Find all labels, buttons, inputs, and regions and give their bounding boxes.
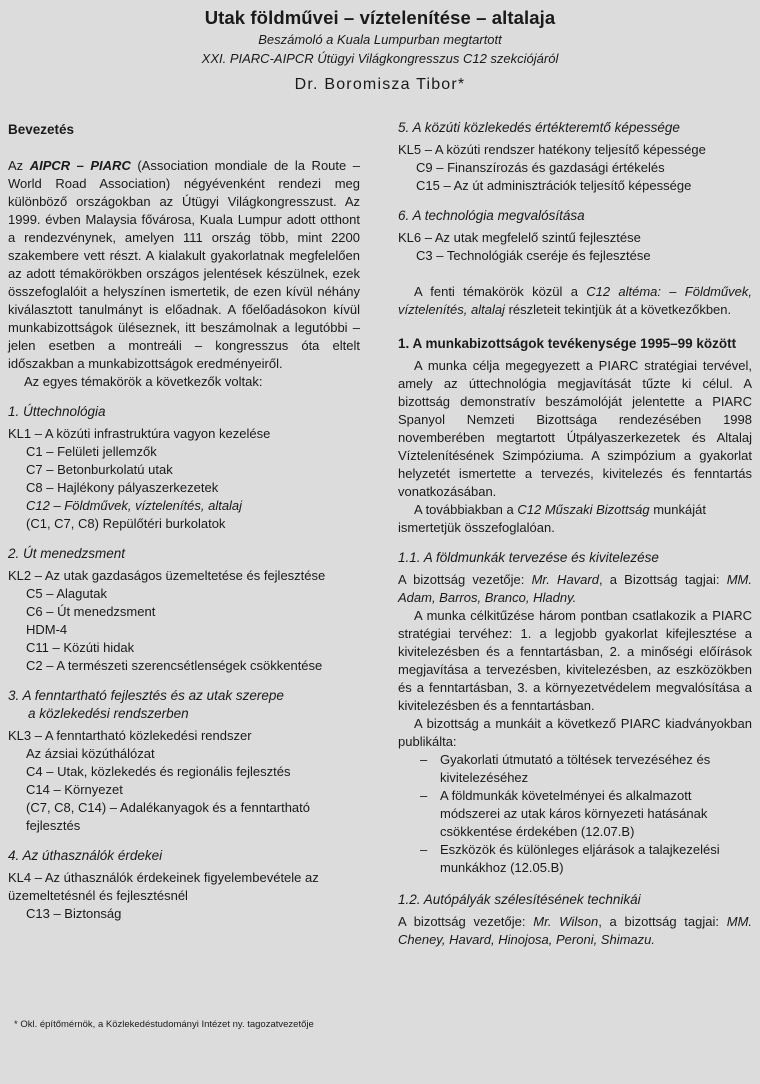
section-2-item: HDM-4: [26, 622, 68, 637]
summary-text-end: részleteit tekintjük át a következőkben.: [504, 302, 732, 317]
publication-list-item: – A földmunkák követelményei és alkalmazott módszerei az utak káros környezeti hatásának csökkentése érdekében (12.07.B): [398, 787, 752, 841]
chapter-1-p2-start: A továbbiakban a: [414, 502, 518, 517]
article-subtitle-line2: XXI. PIARC-AIPCR Útügyi Világkongresszus C12 szekciójáról: [201, 51, 559, 66]
article-title: Utak földművei – víztelenítése – altalaja: [204, 7, 556, 28]
section-2-kl: KL2 – Az utak gazdaságos üzemeltetése és fejlesztése: [8, 568, 326, 583]
members-label: A bizottság vezetője:: [398, 914, 534, 929]
intro-heading: Bevezetés: [8, 122, 75, 137]
section-6-kl: KL6 – Az utak megfelelő szintű fejlesztése: [398, 230, 641, 245]
subsection-1-2-heading: 1.2. Autópályák szélesítésének technikái: [398, 892, 641, 907]
document-header: [0, 6, 760, 96]
section-3-item: C4 – Utak, közlekedés és regionális fejlesztés: [26, 764, 291, 779]
section-2-item: C2 – A természeti szerencsétlenségek csökkentése: [26, 658, 323, 673]
publication-title: Eszközök és különleges eljárások a talajkezelési munkákhoz (12.05.B): [440, 842, 720, 875]
chapter-1-paragraph-1: A munka célja megegyezett a PIARC stratégiai tervével, amely az úttechnológia megjavítását tűzte ki célul. A bizottság demonstratív beszámolóját jelentette a PIARC Spanyol Nemzeti Bizottsága rendezésében 1998 novemberében megtartott Útpályaszerkezetek és Altalaj Víztelenítésének Szimpóziuma. A szimpózium a gyakorlat helyzetét ismertette a tervezés, kivitelezés és fenntartás vonatkozásában.: [398, 358, 752, 499]
article-author: Dr. Boromisza Tibor*: [294, 76, 466, 93]
publication-list-item: – Eszközök és különleges eljárások a talajkezelési munkákhoz (12.05.B): [398, 841, 752, 877]
members-label-2: , a Bizottság tagjai:: [598, 572, 727, 587]
footnote: * Okl. építőmérnök, a Közlekedéstudományi Intézet ny. tagozatvezetője: [14, 1019, 314, 1030]
section-2-item: C6 – Út menedzsment: [26, 604, 156, 619]
publication-title: Gyakorlati útmutató a töltések tervezéséhez és kivitelezéséhez: [440, 752, 711, 785]
section-1-item: C8 – Hajlékony pályaszerkezetek: [26, 480, 219, 495]
chapter-1-p2-committee: C12 Műszaki Bizottság: [517, 502, 650, 517]
left-column: [8, 121, 360, 923]
section-4-item: C13 – Biztonság: [26, 906, 122, 921]
section-2-item: C11 – Közúti hidak: [26, 640, 135, 655]
section-3-heading-line2: a közlekedési rendszerben: [28, 706, 189, 721]
section-2-item: C5 – Alagutak: [26, 586, 107, 601]
section-1-item: C7 – Betonburkolatú utak: [26, 462, 173, 477]
subsection-1-1-heading: 1.1. A földmunkák tervezése és kivitelezése: [398, 550, 659, 565]
section-1-kl: KL1 – A közúti infrastruktúra vagyon kezelése: [8, 426, 271, 441]
members-leader: Mr. Wilson: [533, 914, 599, 929]
chapter-1-p2-end: munkáját ismertetjük összefoglalóan.: [398, 502, 706, 535]
summary-text-start: A fenti témakörök közül a: [414, 284, 587, 299]
section-4-kl: KL4 – Az úthasználók érdekeinek figyelembevétele az üzemeltetésnél és fejlesztésnél: [8, 870, 319, 903]
right-column: [398, 119, 752, 949]
section-3-kl: KL3 – A fenntartható közlekedési rendszer: [8, 728, 252, 743]
members-list: MM. Adam, Barros, Branco, Hladny.: [398, 572, 752, 605]
publication-title: A földmunkák követelményei és alkalmazott módszerei az utak káros környezeti hatásának csökkentése érdekében (12.07.B): [440, 788, 708, 839]
section-1-item: C1 – Felületi jellemzők: [26, 444, 157, 459]
intro-text-rest: (Association mondiale de la Route – World Road Association) négyévenként rendezi meg különböző országokban az Útügyi Világkongresszust. Az 1999. évben Malaysia fővárosa, Kuala Lumpur adott otthont a rendezvénynek, amelyen 111 ország több, mint 2200 szakembere vett részt. A kialakult gyakorlatnak megfelelően az adott témakörökben országos jelentések készülnek, ezek összefoglalóit a helyszínen ismertetik, de ezen kívül néhány kiválasztott tanulmányt is előadnak. A főelőadásokon kívül munkabizottságok üléseznek, itt beszámolnak a legutóbbi – jelen esetben a montreáli – kongresszus óta eltelt időszakban a munkabizottságok eredményeiről.: [8, 158, 360, 371]
intro-text-start: Az: [8, 158, 30, 173]
members-list: MM. Cheney, Havard, Hinojosa, Peroni, Shimazu.: [398, 914, 753, 947]
intro-paragraph-1: [8, 157, 360, 373]
section-1-item: C12 – Földművek, víztelenítés, altalaj: [26, 498, 243, 513]
section-3-item: C14 – Környezet: [26, 782, 123, 797]
intro-org-name: AIPCR – PIARC: [29, 158, 131, 173]
subsection-1-2-members: [398, 913, 752, 949]
section-2-heading: 2. Út menedzsment: [8, 546, 126, 561]
summary-paragraph: [398, 283, 752, 319]
publication-list-item: – Gyakorlati útmutató a töltések tervezéséhez és kivitelezéséhez: [398, 751, 752, 787]
section-6-item: C3 – Technológiák cseréje és fejlesztése: [416, 248, 651, 263]
section-4-heading: 4. Az úthasználók érdekei: [8, 848, 163, 863]
section-3-item: (C7, C8, C14) – Adalékanyagok és a fenntartható fejlesztés: [26, 800, 311, 833]
members-label-2: , a bizottság tagjai:: [598, 914, 727, 929]
article-subtitle-line1: Beszámoló a Kuala Lumpurban megtartott: [258, 32, 502, 47]
section-3-heading: 3. A fenntartható fejlesztés és az utak szerepe: [8, 688, 284, 703]
section-5-heading: 5. A közúti közlekedés értékteremtő képessége: [398, 120, 680, 135]
section-5-kl: KL5 – A közúti rendszer hatékony teljesítő képessége: [398, 142, 706, 157]
chapter-1-heading: 1. A munkabizottságok tevékenysége 1995–99 között: [398, 336, 737, 351]
intro-paragraph-2: Az egyes témakörök a következők voltak:: [24, 374, 263, 389]
section-1-item: (C1, C7, C8) Repülőtéri burkolatok: [26, 516, 226, 531]
chapter-1-paragraph-2: [398, 501, 752, 537]
subsection-1-1-paragraph-2: A munka célkitűzése három pontban csatlakozik a PIARC stratégiai tervéhez: 1. a legjobb gyakorlat kifejlesztése a kivitelezésben és a fenntartásban, 2. a minőségi előírások megjavítása a tervezésben, kivitelezésben, az eszközökben és a fenntartásban, 3. a környezetvédelem megvalósítása a kivitelezésben és a fenntartásban.: [398, 608, 752, 713]
subsection-1-1-paragraph-3: A bizottság a munkáit a következő PIARC kiadványokban publikálta:: [398, 716, 752, 749]
summary-subtopic: C12 altéma: – Földművek, víztelenítés, altalaj: [398, 284, 752, 317]
section-5-item: C15 – Az út adminisztrációk teljesítő képessége: [416, 178, 692, 193]
members-label: A bizottság vezetője:: [398, 572, 532, 587]
section-1-heading: 1. Úttechnológia: [8, 404, 106, 419]
members-leader: Mr. Havard: [531, 572, 599, 587]
subsection-1-1-members: [398, 571, 752, 607]
section-5-item: C9 – Finanszírozás és gazdasági értékelés: [416, 160, 665, 175]
section-6-heading: 6. A technológia megvalósítása: [398, 208, 585, 223]
section-3-item: Az ázsiai közúthálózat: [26, 746, 155, 761]
